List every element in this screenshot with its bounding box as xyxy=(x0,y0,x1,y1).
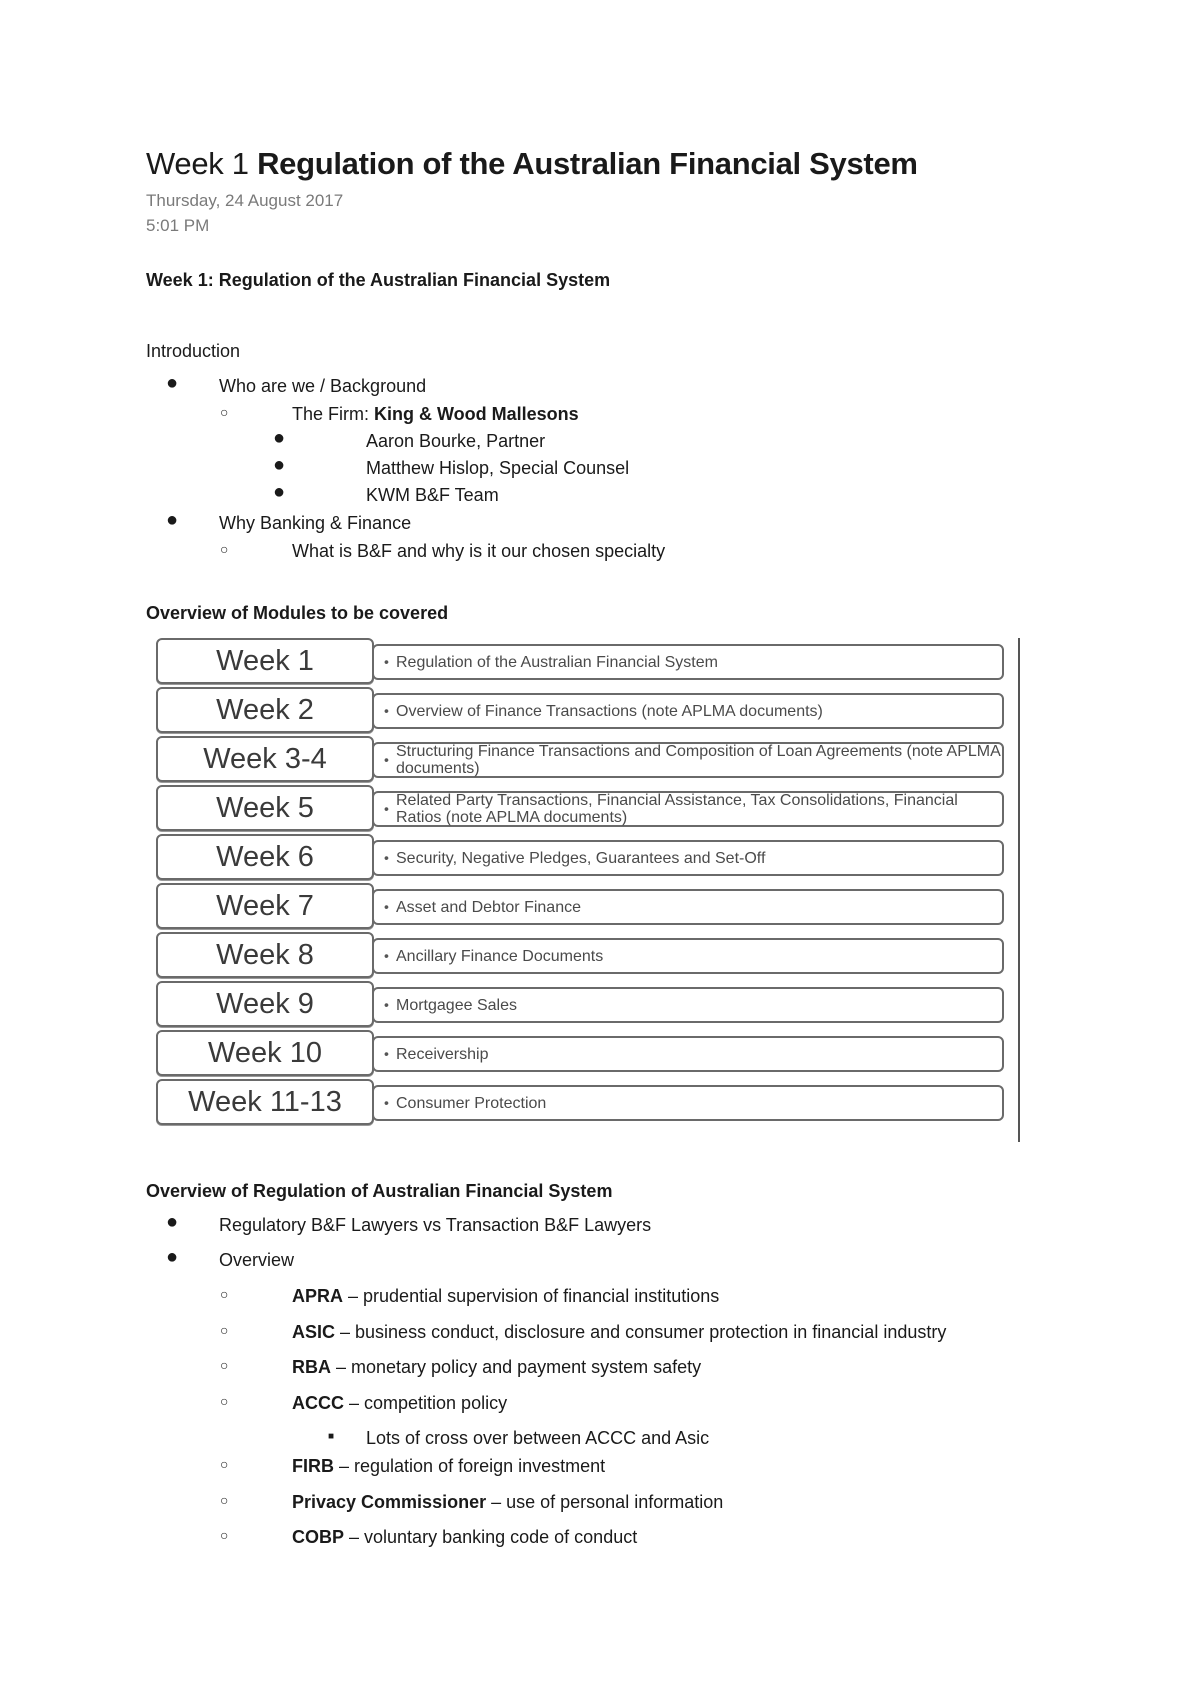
list-item-regulator: Privacy Commissioner – use of personal information xyxy=(292,1492,724,1512)
circle-bullet-icon: ○ xyxy=(220,1286,229,1302)
module-row xyxy=(156,736,1011,782)
module-row xyxy=(156,981,1011,1027)
list-item-person: Aaron Bourke, Partner xyxy=(366,431,546,451)
module-week: Week 2 xyxy=(156,687,374,733)
list-item-accc-note: Lots of cross over between ACCC and Asic xyxy=(366,1428,710,1448)
circle-bullet-icon: ○ xyxy=(220,1456,229,1472)
module-topic: • Consumer Protection xyxy=(372,1085,1004,1121)
table-divider xyxy=(1018,638,1020,1142)
bullet-icon: ● xyxy=(273,454,286,476)
circle-bullet-icon: ○ xyxy=(220,1322,229,1338)
bullet-icon: ● xyxy=(166,1211,179,1233)
module-topic: • Mortgagee Sales xyxy=(372,987,1004,1023)
list-item-regulator: APRA – prudential supervision of financial institutions xyxy=(292,1286,720,1306)
title-main: Regulation of the Australian Financial System xyxy=(257,146,918,181)
module-week: Week 9 xyxy=(156,981,374,1027)
circle-bullet-icon: ○ xyxy=(220,1527,229,1543)
bullet-icon: ● xyxy=(166,1246,179,1268)
bullet-icon: ● xyxy=(166,509,179,531)
list-item-firm xyxy=(292,404,579,425)
note-time: 5:01 PM xyxy=(146,216,210,235)
module-row xyxy=(156,883,1011,929)
module-week: Week 5 xyxy=(156,785,374,831)
module-topic: • Related Party Transactions, Financial Assistance, Tax Consolidations, Financial Ratios (note APLMA documents) xyxy=(372,791,1004,827)
note-date: Thursday, 24 August 2017 xyxy=(146,191,344,210)
module-week: Week 3-4 xyxy=(156,736,374,782)
list-item-regulator: ASIC – business conduct, disclosure and consumer protection in financial industry xyxy=(292,1322,947,1342)
firm-prefix: The Firm: xyxy=(292,404,375,424)
module-row xyxy=(156,932,1011,978)
module-topic: • Ancillary Finance Documents xyxy=(372,938,1004,974)
module-row xyxy=(156,1079,1011,1125)
module-week: Week 8 xyxy=(156,932,374,978)
modules-table xyxy=(156,638,1016,1128)
module-topic: • Overview of Finance Transactions (note APLMA documents) xyxy=(372,693,1004,729)
module-topic: • Structuring Finance Transactions and Composition of Loan Agreements (note APLMA documents) xyxy=(372,742,1004,778)
module-row xyxy=(156,785,1011,831)
list-item-overview: Overview xyxy=(219,1250,295,1270)
bullet-icon: ● xyxy=(273,427,286,449)
list-item-lawyers: Regulatory B&F Lawyers vs Transaction B&F Lawyers xyxy=(219,1215,652,1235)
circle-bullet-icon: ○ xyxy=(220,541,229,557)
list-item-regulator: COBP – voluntary banking code of conduct xyxy=(292,1527,638,1547)
section-heading-week1: Week 1: Regulation of the Australian Financial System xyxy=(146,270,611,290)
module-row xyxy=(156,687,1011,733)
module-week: Week 10 xyxy=(156,1030,374,1076)
list-item-person: Matthew Hislop, Special Counsel xyxy=(366,458,630,478)
list-item-why-sub: What is B&F and why is it our chosen specialty xyxy=(292,541,666,561)
module-topic: • Security, Negative Pledges, Guarantees and Set-Off xyxy=(372,840,1004,876)
page-title xyxy=(146,146,918,182)
list-item-person: KWM B&F Team xyxy=(366,485,499,505)
firm-name: King & Wood Mallesons xyxy=(374,404,579,424)
section-heading-regulation: Overview of Regulation of Australian Financial System xyxy=(146,1181,613,1201)
list-item-why: Why Banking & Finance xyxy=(219,513,412,533)
list-item-regulator: ACCC – competition policy xyxy=(292,1393,508,1413)
module-topic: • Asset and Debtor Finance xyxy=(372,889,1004,925)
circle-bullet-icon: ○ xyxy=(220,404,229,420)
module-row xyxy=(156,638,1011,684)
bullet-icon: ● xyxy=(273,481,286,503)
intro-label: Introduction xyxy=(146,341,241,361)
module-week: Week 7 xyxy=(156,883,374,929)
module-row xyxy=(156,834,1011,880)
module-week: Week 1 xyxy=(156,638,374,684)
bullet-icon: ● xyxy=(166,372,179,394)
list-item-regulator: RBA – monetary policy and payment system safety xyxy=(292,1357,702,1377)
circle-bullet-icon: ○ xyxy=(220,1393,229,1409)
section-heading-modules: Overview of Modules to be covered xyxy=(146,603,449,623)
module-row xyxy=(156,1030,1011,1076)
square-bullet-icon: ■ xyxy=(328,1431,335,1442)
title-prefix: Week 1 xyxy=(146,146,249,181)
module-topic: • Receivership xyxy=(372,1036,1004,1072)
list-item-regulator: FIRB – regulation of foreign investment xyxy=(292,1456,606,1476)
list-item-who: Who are we / Background xyxy=(219,376,427,396)
module-week: Week 6 xyxy=(156,834,374,880)
circle-bullet-icon: ○ xyxy=(220,1492,229,1508)
module-topic: • Regulation of the Australian Financial System xyxy=(372,644,1004,680)
circle-bullet-icon: ○ xyxy=(220,1357,229,1373)
module-week: Week 11-13 xyxy=(156,1079,374,1125)
